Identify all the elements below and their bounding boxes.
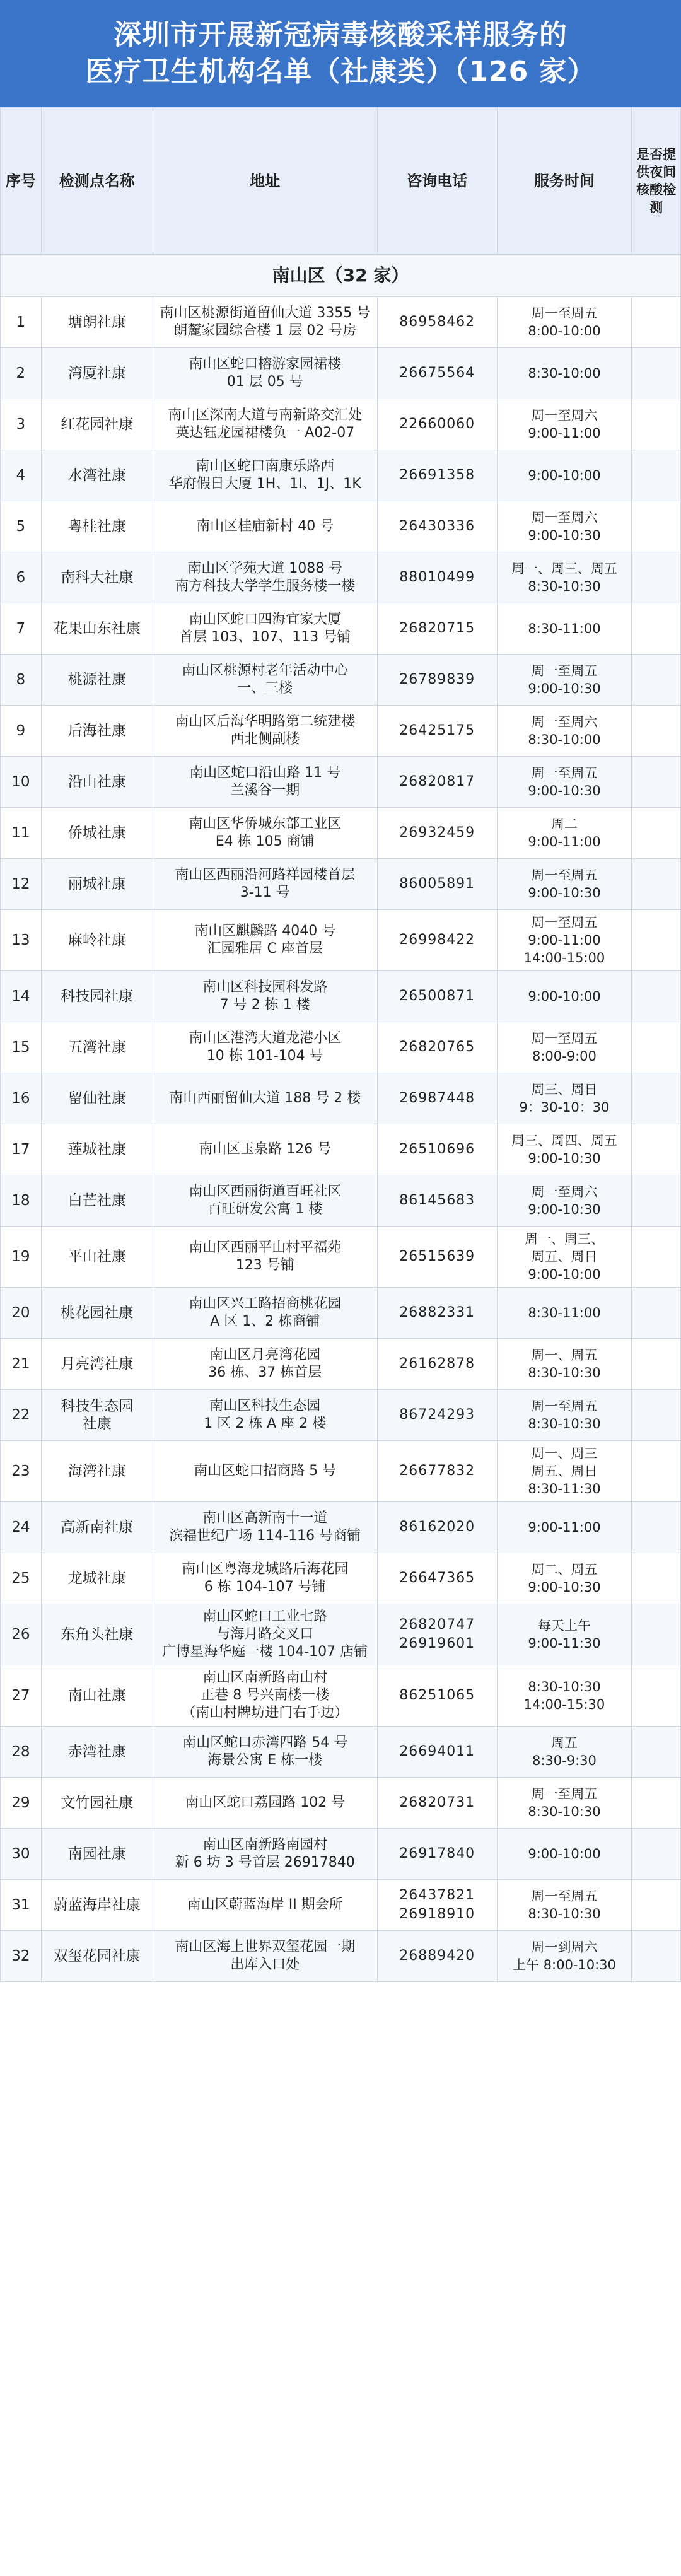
cell-night	[632, 501, 681, 552]
cell-time: 8:30-11:00	[497, 1288, 632, 1339]
cell-night	[632, 603, 681, 655]
table-row	[1, 1931, 681, 1982]
cell-time: 周二 9:00-11:00	[497, 808, 632, 859]
cell-time: 周三、周四、周五 9:00-10:30	[497, 1124, 632, 1175]
cell-address: 南山区蛇口工业七路 与海月路交叉口 广博星海华庭一楼 104-107 店铺	[153, 1604, 377, 1665]
cell-night	[632, 1778, 681, 1829]
cell-index: 8	[1, 655, 42, 706]
cell-address: 南山区粤海龙城路后海花园 6 栋 104-107 号铺	[153, 1553, 377, 1604]
table-row	[1, 757, 681, 808]
cell-name: 丽城社康	[41, 859, 153, 910]
cell-phone: 26647365	[377, 1553, 497, 1604]
cell-time: 周三、周日 9：30-10：30	[497, 1073, 632, 1124]
cell-phone: 26889420	[377, 1931, 497, 1982]
cell-phone: 86005891	[377, 859, 497, 910]
table-row	[1, 808, 681, 859]
table-row	[1, 450, 681, 501]
cell-index: 3	[1, 399, 42, 450]
cell-phone: 86162020	[377, 1502, 497, 1553]
table-row	[1, 706, 681, 757]
cell-address: 南山区桂庙新村 40 号	[153, 501, 377, 552]
cell-night	[632, 297, 681, 348]
cell-index: 12	[1, 859, 42, 910]
table-row	[1, 1441, 681, 1502]
header-time: 服务时间	[497, 108, 632, 255]
cell-name: 红花园社康	[41, 399, 153, 450]
cell-index: 23	[1, 1441, 42, 1502]
cell-index: 2	[1, 348, 42, 399]
cell-time: 9:00-11:00	[497, 1502, 632, 1553]
cell-phone: 22660060	[377, 399, 497, 450]
cell-night	[632, 399, 681, 450]
table-row	[1, 1665, 681, 1727]
cell-address: 南山区兴工路招商桃花园 A 区 1、2 栋商铺	[153, 1288, 377, 1339]
cell-address: 南山区港湾大道龙港小区 10 栋 101-104 号	[153, 1022, 377, 1073]
cell-name: 后海社康	[41, 706, 153, 757]
cell-index: 21	[1, 1339, 42, 1390]
cell-night	[632, 655, 681, 706]
cell-night	[632, 1880, 681, 1931]
cell-name: 文竹园社康	[41, 1778, 153, 1829]
table-row	[1, 1339, 681, 1390]
cell-time: 8:30-11:00	[497, 603, 632, 655]
cell-index: 14	[1, 971, 42, 1022]
cell-time: 周一至周五 8:30-10:30	[497, 1778, 632, 1829]
cell-time: 周一、周三、周五 8:30-10:30	[497, 552, 632, 603]
cell-address: 南山区科技生态园 1 区 2 栋 A 座 2 楼	[153, 1390, 377, 1441]
cell-time: 周一、周五 8:30-10:30	[497, 1339, 632, 1390]
cell-phone: 26820747 26919601	[377, 1604, 497, 1665]
cell-address: 南山区西丽街道百旺社区 百旺研发公寓 1 楼	[153, 1175, 377, 1227]
header-address: 地址	[153, 108, 377, 255]
cell-night	[632, 1227, 681, 1288]
cell-name: 平山社康	[41, 1227, 153, 1288]
cell-time: 周一至周五 8:30-10:30	[497, 1390, 632, 1441]
cell-address: 南山区海上世界双玺花园一期 出库入口处	[153, 1931, 377, 1982]
cell-phone: 26820731	[377, 1778, 497, 1829]
cell-phone: 26917840	[377, 1829, 497, 1880]
cell-night	[632, 1073, 681, 1124]
header-night: 是否提供夜间核酸检测	[632, 108, 681, 255]
table-row	[1, 297, 681, 348]
cell-address: 南山区华侨城东部工业区 E4 栋 105 商铺	[153, 808, 377, 859]
cell-time: 9:00-10:00	[497, 971, 632, 1022]
cell-night	[632, 552, 681, 603]
table-row	[1, 1778, 681, 1829]
cell-time: 周一至周五 9:00-10:30	[497, 655, 632, 706]
cell-time: 周一、周三 周五、周日 8:30-11:30	[497, 1441, 632, 1502]
cell-night	[632, 1502, 681, 1553]
cell-time: 周一至周五 8:00-10:00	[497, 297, 632, 348]
cell-night	[632, 1441, 681, 1502]
cell-address: 南山区学苑大道 1088 号 南方科技大学学生服务楼一楼	[153, 552, 377, 603]
table-row	[1, 399, 681, 450]
cell-night	[632, 1727, 681, 1778]
table-row	[1, 348, 681, 399]
cell-name: 东角头社康	[41, 1604, 153, 1665]
cell-phone: 26882331	[377, 1288, 497, 1339]
cell-index: 19	[1, 1227, 42, 1288]
cell-address: 南山区玉泉路 126 号	[153, 1124, 377, 1175]
cell-index: 15	[1, 1022, 42, 1073]
cell-name: 五湾社康	[41, 1022, 153, 1073]
cell-address: 南山区蛇口南康乐路西 华府假日大厦 1H、1I、1J、1K	[153, 450, 377, 501]
cell-address: 南山区南新路南园村 新 6 坊 3 号首层 26917840	[153, 1829, 377, 1880]
table-row	[1, 1829, 681, 1880]
cell-phone: 86958462	[377, 297, 497, 348]
cell-night	[632, 1931, 681, 1982]
cell-index: 11	[1, 808, 42, 859]
table-row	[1, 1022, 681, 1073]
table-row	[1, 1390, 681, 1441]
cell-name: 麻岭社康	[41, 910, 153, 971]
cell-index: 4	[1, 450, 42, 501]
cell-night	[632, 1022, 681, 1073]
cell-address: 南山区麒麟路 4040 号 汇园雅居 C 座首层	[153, 910, 377, 971]
cell-phone: 26425175	[377, 706, 497, 757]
cell-address: 南山区蛇口招商路 5 号	[153, 1441, 377, 1502]
cell-index: 9	[1, 706, 42, 757]
district-label: 南山区（32 家）	[1, 255, 681, 297]
cell-name: 沿山社康	[41, 757, 153, 808]
table-row	[1, 1288, 681, 1339]
cell-name: 南科大社康	[41, 552, 153, 603]
cell-night	[632, 1390, 681, 1441]
cell-name: 高新南社康	[41, 1502, 153, 1553]
cell-name: 桃源社康	[41, 655, 153, 706]
cell-name: 花果山东社康	[41, 603, 153, 655]
cell-address: 南山西丽留仙大道 188 号 2 楼	[153, 1073, 377, 1124]
cell-phone: 26820765	[377, 1022, 497, 1073]
institution-table	[0, 107, 681, 1982]
cell-address: 南山区蛇口四海宜家大厦 首层 103、107、113 号铺	[153, 603, 377, 655]
cell-time: 每天上午 9:00-11:30	[497, 1604, 632, 1665]
table-row	[1, 1227, 681, 1288]
table-row	[1, 501, 681, 552]
cell-time: 8:30-10:00	[497, 348, 632, 399]
cell-index: 1	[1, 297, 42, 348]
cell-name: 塘朗社康	[41, 297, 153, 348]
cell-time: 9:00-10:00	[497, 450, 632, 501]
cell-index: 29	[1, 1778, 42, 1829]
cell-night	[632, 1339, 681, 1390]
cell-name: 月亮湾社康	[41, 1339, 153, 1390]
cell-time: 周一至周五 9:00-10:30	[497, 757, 632, 808]
table-row	[1, 1124, 681, 1175]
table-row	[1, 1175, 681, 1227]
cell-index: 31	[1, 1880, 42, 1931]
cell-name: 蔚蓝海岸社康	[41, 1880, 153, 1931]
cell-name: 留仙社康	[41, 1073, 153, 1124]
cell-time: 周一至周六 9:00-10:30	[497, 501, 632, 552]
district-row	[1, 255, 681, 297]
cell-name: 海湾社康	[41, 1441, 153, 1502]
cell-address: 南山区深南大道与南新路交汇处 英达钰龙园裙楼负一 A02-07	[153, 399, 377, 450]
cell-address: 南山区桃源村老年活动中心 一、三楼	[153, 655, 377, 706]
table-row	[1, 1880, 681, 1931]
table-header-row	[1, 108, 681, 255]
cell-time: 周五 8:30-9:30	[497, 1727, 632, 1778]
cell-time: 周一至周五 9:00-11:00 14:00-15:00	[497, 910, 632, 971]
cell-name: 龙城社康	[41, 1553, 153, 1604]
cell-index: 5	[1, 501, 42, 552]
cell-index: 17	[1, 1124, 42, 1175]
cell-address: 南山区西丽平山村平福苑 123 号铺	[153, 1227, 377, 1288]
cell-phone: 26820715	[377, 603, 497, 655]
cell-index: 20	[1, 1288, 42, 1339]
table-row	[1, 859, 681, 910]
cell-address: 南山区西丽沿河路祥园楼首层 3-11 号	[153, 859, 377, 910]
cell-phone: 26932459	[377, 808, 497, 859]
cell-night	[632, 1829, 681, 1880]
cell-name: 科技生态园 社康	[41, 1390, 153, 1441]
cell-name: 桃花园社康	[41, 1288, 153, 1339]
cell-night	[632, 1665, 681, 1727]
cell-phone: 88010499	[377, 552, 497, 603]
table-row	[1, 910, 681, 971]
cell-night	[632, 1553, 681, 1604]
cell-index: 22	[1, 1390, 42, 1441]
cell-night	[632, 808, 681, 859]
cell-time: 周一至周六 9:00-10:30	[497, 1175, 632, 1227]
cell-address: 南山区月亮湾花园 36 栋、37 栋首层	[153, 1339, 377, 1390]
header-name: 检测点名称	[41, 108, 153, 255]
cell-index: 7	[1, 603, 42, 655]
cell-address: 南山区桃源街道留仙大道 3355 号 朗麓家园综合楼 1 层 02 号房	[153, 297, 377, 348]
cell-time: 9:00-10:00	[497, 1829, 632, 1880]
cell-time: 周一、周三、 周五、周日 9:00-10:00	[497, 1227, 632, 1288]
cell-time: 周一至周五 9:00-10:30	[497, 859, 632, 910]
header-index: 序号	[1, 108, 42, 255]
cell-phone: 26500871	[377, 971, 497, 1022]
cell-name: 白芒社康	[41, 1175, 153, 1227]
cell-time: 周一至周五 8:00-9:00	[497, 1022, 632, 1073]
cell-name: 水湾社康	[41, 450, 153, 501]
header-phone: 咨询电话	[377, 108, 497, 255]
cell-index: 13	[1, 910, 42, 971]
table-row	[1, 971, 681, 1022]
cell-index: 6	[1, 552, 42, 603]
cell-night	[632, 1604, 681, 1665]
cell-index: 30	[1, 1829, 42, 1880]
page-title-line-1: 深圳市开展新冠病毒核酸采样服务的	[114, 19, 568, 51]
table-row	[1, 1502, 681, 1553]
cell-name: 湾厦社康	[41, 348, 153, 399]
cell-phone: 26789839	[377, 655, 497, 706]
cell-night	[632, 348, 681, 399]
cell-address: 南山区蛇口沿山路 11 号 兰溪谷一期	[153, 757, 377, 808]
cell-index: 25	[1, 1553, 42, 1604]
cell-phone: 26515639	[377, 1227, 497, 1288]
cell-night	[632, 1175, 681, 1227]
cell-index: 24	[1, 1502, 42, 1553]
cell-time: 8:30-10:30 14:00-15:30	[497, 1665, 632, 1727]
cell-phone: 26437821 26918910	[377, 1880, 497, 1931]
table-row	[1, 1553, 681, 1604]
cell-phone: 86251065	[377, 1665, 497, 1727]
table-row	[1, 655, 681, 706]
page-header	[0, 0, 681, 107]
cell-time: 周一至周五 8:30-10:30	[497, 1880, 632, 1931]
cell-address: 南山区高新南十一道 滨福世纪广场 114-116 号商铺	[153, 1502, 377, 1553]
cell-night	[632, 757, 681, 808]
cell-time: 周一到周六 上午 8:00-10:30	[497, 1931, 632, 1982]
cell-name: 科技园社康	[41, 971, 153, 1022]
cell-name: 双玺花园社康	[41, 1931, 153, 1982]
cell-address: 南山区蔚蓝海岸 II 期会所	[153, 1880, 377, 1931]
cell-name: 赤湾社康	[41, 1727, 153, 1778]
cell-time: 周一至周六 8:30-10:00	[497, 706, 632, 757]
cell-name: 粤桂社康	[41, 501, 153, 552]
page-title-line-2: 医疗卫生机构名单（社康类）（126 家）	[85, 55, 596, 88]
cell-phone: 26675564	[377, 348, 497, 399]
cell-phone: 26998422	[377, 910, 497, 971]
cell-name: 侨城社康	[41, 808, 153, 859]
table-row	[1, 552, 681, 603]
cell-index: 32	[1, 1931, 42, 1982]
cell-phone: 86724293	[377, 1390, 497, 1441]
table-row	[1, 1073, 681, 1124]
cell-index: 10	[1, 757, 42, 808]
cell-address: 南山区蛇口赤湾四路 54 号 海景公寓 E 栋一楼	[153, 1727, 377, 1778]
table-row	[1, 1727, 681, 1778]
cell-index: 18	[1, 1175, 42, 1227]
cell-phone: 26162878	[377, 1339, 497, 1390]
cell-phone: 26820817	[377, 757, 497, 808]
table-row	[1, 603, 681, 655]
cell-name: 南山社康	[41, 1665, 153, 1727]
cell-index: 27	[1, 1665, 42, 1727]
cell-night	[632, 859, 681, 910]
cell-night	[632, 910, 681, 971]
cell-address: 南山区后海华明路第二统建楼 西北侧副楼	[153, 706, 377, 757]
cell-night	[632, 971, 681, 1022]
cell-phone: 26987448	[377, 1073, 497, 1124]
cell-address: 南山区蛇口荔园路 102 号	[153, 1778, 377, 1829]
cell-night	[632, 450, 681, 501]
cell-night	[632, 706, 681, 757]
cell-name: 莲城社康	[41, 1124, 153, 1175]
cell-phone: 26677832	[377, 1441, 497, 1502]
cell-phone: 26694011	[377, 1727, 497, 1778]
cell-night	[632, 1288, 681, 1339]
cell-index: 26	[1, 1604, 42, 1665]
cell-address: 南山区科技园科发路 7 号 2 栋 1 楼	[153, 971, 377, 1022]
cell-time: 周一至周六 9:00-11:00	[497, 399, 632, 450]
cell-address: 南山区蛇口榕游家园裙楼 01 层 05 号	[153, 348, 377, 399]
table-body	[1, 255, 681, 1982]
cell-phone: 86145683	[377, 1175, 497, 1227]
cell-name: 南园社康	[41, 1829, 153, 1880]
cell-index: 28	[1, 1727, 42, 1778]
table-row	[1, 1604, 681, 1665]
cell-phone: 26691358	[377, 450, 497, 501]
cell-time: 周二、周五 9:00-10:30	[497, 1553, 632, 1604]
cell-phone: 26430336	[377, 501, 497, 552]
cell-phone: 26510696	[377, 1124, 497, 1175]
cell-night	[632, 1124, 681, 1175]
cell-address: 南山区南新路南山村 正巷 8 号兴南楼一楼 （南山村牌坊进门右手边）	[153, 1665, 377, 1727]
cell-index: 16	[1, 1073, 42, 1124]
